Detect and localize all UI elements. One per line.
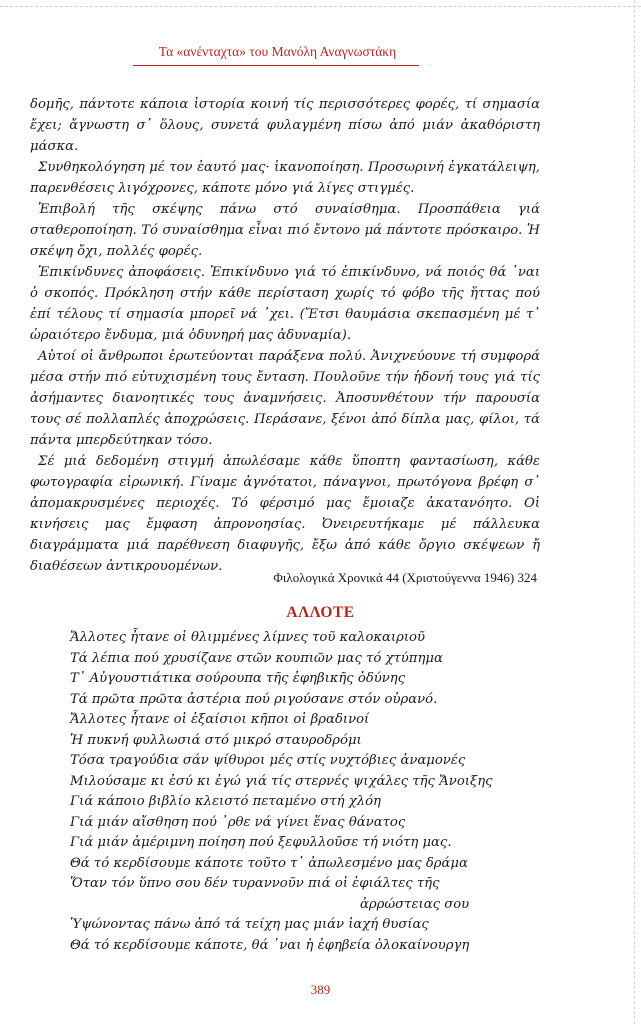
poem-line: Ἄλλοτες ἦτανε οἱ ἐξαίσιοι κῆποι οἱ βραδινοί bbox=[70, 712, 370, 727]
header-rule bbox=[133, 65, 419, 66]
source-citation: Φιλολογικά Χρονικά 44 (Χριστούγεννα 1946) 324 bbox=[273, 570, 537, 585]
prose-paragraph: Σέ μιά δεδομένη στιγμή ἀπωλέσαμε κάθε ὕποπτη φαντασίωση, κάθε φωτογραφία εἰρωνική. Γίναμε ἀγνότατοι, πάναγνοι, πρωτόγονα βρέφη σ᾽ ἀπομακρυσμένες περιοχές. Τό φέρσιμό μας ἔμοιαζε ἀκατανόητο. Οἱ κινήσεις μας ἔμφαση ἀπρονοησίας. Ὀνειρευτήκαμε μέ πάλλευκα διαγράμματα μιά παρέθνεση διαφυγῆς, ἔξω ἀπό κάθε ὄργιο σκέψεων ἤ διαθέσεων ἀντικρουομένων. bbox=[30, 454, 540, 574]
page-number: 389 bbox=[310, 982, 331, 997]
poem-body bbox=[70, 628, 570, 956]
page-edge-top bbox=[0, 6, 641, 7]
poem-line: Τ᾽ Αὐγουστιάτικα σούρουπα τῆς ἐφηβικῆς ὀδύνης bbox=[70, 671, 406, 686]
prose-block bbox=[30, 94, 540, 577]
poem-line: Ἡ πυκνή φυλλωσιά στό μικρό σταυροδρόμι bbox=[70, 732, 362, 748]
poem-line: Γιά κάποιο βιβλίο κλειστό πεταμένο στή χλόη bbox=[70, 794, 381, 809]
prose-paragraph: Ἐπικίνδυνες ἀποφάσεις. Ἐπικίνδυνο γιά τό ἐπικίνδυνο, νά ποιός θά ᾽ναι ὁ σκοπός. Πρόκληση στήν κάθε περίσταση χωρίς τό φόβο τῆς ἥττας πού ἐπί τέλους τί σημασία μπορεῖ νά ᾽χει. (Ἔτσι θαυμάσια σκεπασμένη μέ τ᾽ ὡραιότερο ἔνδυμα, μιά ὀδυνηρή μας ἀδυναμία). bbox=[30, 265, 540, 343]
poem-line: Γιά μιάν αἴσθηση πού ᾽ρθε νά γίνει ἕνας θάνατος bbox=[70, 814, 406, 830]
poem-line: Μιλούσαμε κι ἐσύ κι ἐγώ γιά τίς στερνές ψιχάλες τῆς Ἄνοιξης bbox=[70, 773, 493, 789]
prose-paragraph: δομῆς, πάντοτε κάποια ἱστορία κοινή τίς περισσότερες φορές, τί σημασία ἔχει; ἄγνωστη σ᾽ ὅλους, συνετά φυλαγμένη πίσω ἀπό μιάν ἀκαθόριστη μάσκα. bbox=[30, 97, 540, 154]
poem-line: Γιά μιάν ἀμέριμνη ποίηση πού ξεφυλλοῦσε τή νιότη μας. bbox=[70, 835, 452, 850]
poem-line-continuation: ἀρρώστειας σου bbox=[360, 896, 470, 912]
prose-paragraph: Συνθηκολόγηση μέ τον ἑαυτό μας· ἱκανοποίηση. Προσωρινή ἐγκατάλειψη, παρενθέσεις λιγόχρονες, κάποτε μόνο γιά λίγες στιγμές. bbox=[30, 160, 540, 196]
poem-line: Ὑψώνοντας πάνω ἀπό τά τείχη μας μιάν ἰαχή θυσίας bbox=[70, 917, 429, 932]
poem-line: Ὅταν τόν ὕπνο σου δέν τυραννοῦν πιά οἱ ἐφιάλτες τῆς bbox=[70, 876, 440, 891]
prose-paragraph: Ἐπιβολή τῆς σκέψης πάνω στό συναίσθημα. Προσπάθεια γιά σταθεροποίηση. Τό συναίσθημα εἶναι πιό ἔντονο μά πάντοτε πρόσκαιρο. Ἡ σκέψη ὄχι, πολλές φορές. bbox=[30, 202, 540, 259]
poem-line: Τά πρῶτα πρῶτα ἀστέρια πού ριγούσανε στόν οὐρανό. bbox=[70, 691, 438, 707]
poem-line: Τόσα τραγούδια σάν ψίθυροι μές στίς νυχτόβιες ἀναμονές bbox=[70, 753, 466, 768]
running-header: Τα «ανένταχτα» του Μανόλη Αναγνωστάκη bbox=[158, 44, 397, 59]
poem-line: Τά λέπια πού χρυσίζανε στῶν κουπιῶν μας τό χτύπημα bbox=[70, 650, 443, 666]
poem-line: Θά τό κερδίσουμε κάποτε, θά ᾽ναι ἡ ἐφηβεία ὁλοκαίνουργη bbox=[70, 937, 470, 953]
prose-paragraph: Αὐτοί οἱ ἄνθρωποι ἐρωτεύονται παράξενα πολύ. Ἀνιχνεύουνε τή συμφορά μέσα στήν πιό εὐτυχισμένη τους ἔνταση. Πουλοῦνε τήν ἡδονή τους γιά τίς ἀσήμαντες διανοητικές τους ἀναμνήσεις. Ἀποσυνθέτουν τήν παρουσία τους σέ πολλαπλές ἀποχρώσεις. Περάσανε, ξένοι ἀπό δίπλα μας, φίλοι, τά πάντα μπερδεύτηκαν τόσο. bbox=[30, 349, 540, 448]
poem-line: Ἄλλοτες ἦτανε οἱ θλιμμένες λίμνες τοῦ καλοκαιριοῦ bbox=[70, 630, 426, 645]
page-edge-right bbox=[634, 0, 635, 1024]
poem-title: ΑΛΛΟΤΕ bbox=[286, 604, 355, 621]
poem-line: Θά τό κερδίσουμε κάποτε τοῦτο τ᾽ ἀπωλεσμένο μας δράμα bbox=[70, 855, 468, 871]
